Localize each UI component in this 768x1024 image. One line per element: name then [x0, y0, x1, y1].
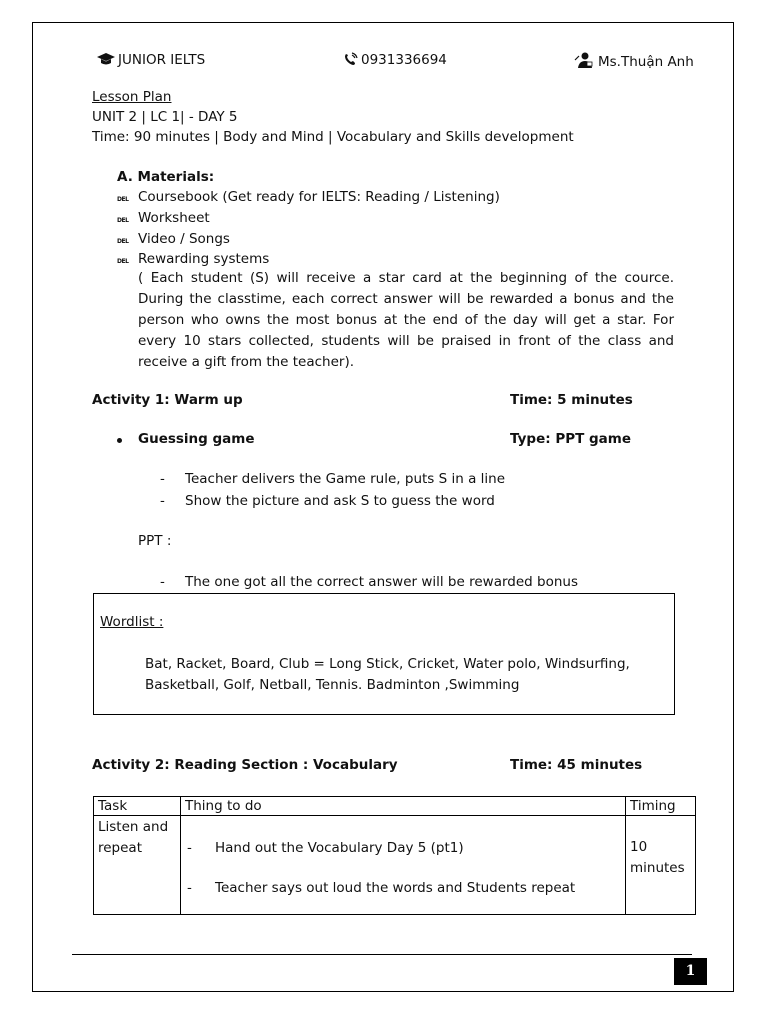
dash: -	[160, 471, 165, 487]
activity2-title: Activity 2: Reading Section : Vocabulary	[92, 757, 398, 773]
phone-icon	[343, 52, 361, 68]
game-name: Guessing game	[138, 431, 255, 447]
ppt-label: PPT :	[138, 533, 172, 549]
game-type: Type: PPT game	[510, 431, 632, 447]
bullet-mark: DEL	[117, 196, 129, 203]
bullet-mark: DEL	[117, 258, 129, 265]
material-item: Coursebook (Get ready for IELTS: Reading / Listening)	[138, 189, 500, 205]
task-table	[93, 796, 696, 915]
table-header: Timing	[626, 797, 696, 816]
steps-cell	[181, 816, 626, 915]
brand-text: JUNIOR IELTS	[118, 52, 206, 68]
bullet-mark: DEL	[117, 238, 129, 245]
materials-heading: A. Materials:	[117, 169, 215, 185]
wordlist-line: Basketball, Golf, Netball, Tennis. Badminton ,Swimming	[145, 677, 520, 693]
activity1-title: Activity 1: Warm up	[92, 392, 243, 408]
reward-step: The one got all the correct answer will be rewarded bonus	[185, 574, 578, 590]
activity1-step: Teacher delivers the Game rule, puts S in a line	[185, 471, 506, 487]
lesson-plan-title: Lesson Plan	[92, 89, 172, 105]
table-step: Teacher says out loud the words and Students repeat	[215, 880, 576, 896]
wordlist-line: Bat, Racket, Board, Club = Long Stick, Cricket, Water polo, Windsurfing,	[145, 656, 630, 672]
activity1-time: Time: 5 minutes	[510, 392, 633, 408]
activity1-step: Show the picture and ask S to guess the word	[185, 493, 495, 509]
phone-number: 0931336694	[361, 52, 447, 68]
teacher-name: Ms.Thuận Anh	[598, 54, 694, 70]
material-item: Rewarding systems	[138, 251, 270, 267]
dash: -	[187, 840, 192, 856]
teacher-icon	[574, 54, 598, 70]
header-phone	[343, 52, 447, 68]
task-cell: Listen and repeat	[94, 816, 181, 915]
dash: -	[187, 880, 192, 896]
wordlist-box	[93, 593, 675, 715]
time-line: Time: 90 minutes | Body and Mind | Vocabulary and Skills development	[92, 129, 574, 145]
wordlist-label: Wordlist :	[100, 614, 164, 630]
bullet-dot	[117, 438, 122, 443]
unit-line: UNIT 2 | LC 1| - DAY 5	[92, 109, 238, 125]
activity2-time: Time: 45 minutes	[510, 757, 643, 773]
header-teacher	[574, 52, 694, 70]
material-item: Worksheet	[138, 210, 210, 226]
timing-cell: 10 minutes	[626, 816, 696, 915]
table-row	[94, 816, 696, 915]
footer-line	[72, 954, 692, 955]
table-header: Task	[94, 797, 181, 816]
dash: -	[160, 493, 165, 509]
page-number: 1	[674, 958, 707, 985]
reward-note: ( Each student (S) will receive a star card at the beginning of the cource. During the classtime, each correct answer will be rewarded a bonus and the person who owns the most bonus at the end of the day will get a star. For every 10 stars collected, students will be praised in front of the class and receive a gift from the teacher).	[138, 270, 674, 370]
table-header: Thing to do	[181, 797, 626, 816]
table-step: Hand out the Vocabulary Day 5 (pt1)	[215, 840, 464, 856]
table-header-row	[94, 797, 696, 816]
bullet-mark: DEL	[117, 217, 129, 224]
header-brand	[96, 52, 205, 68]
material-item: Video / Songs	[138, 231, 230, 247]
dash: -	[160, 574, 165, 590]
graduation-cap-icon	[96, 52, 118, 68]
